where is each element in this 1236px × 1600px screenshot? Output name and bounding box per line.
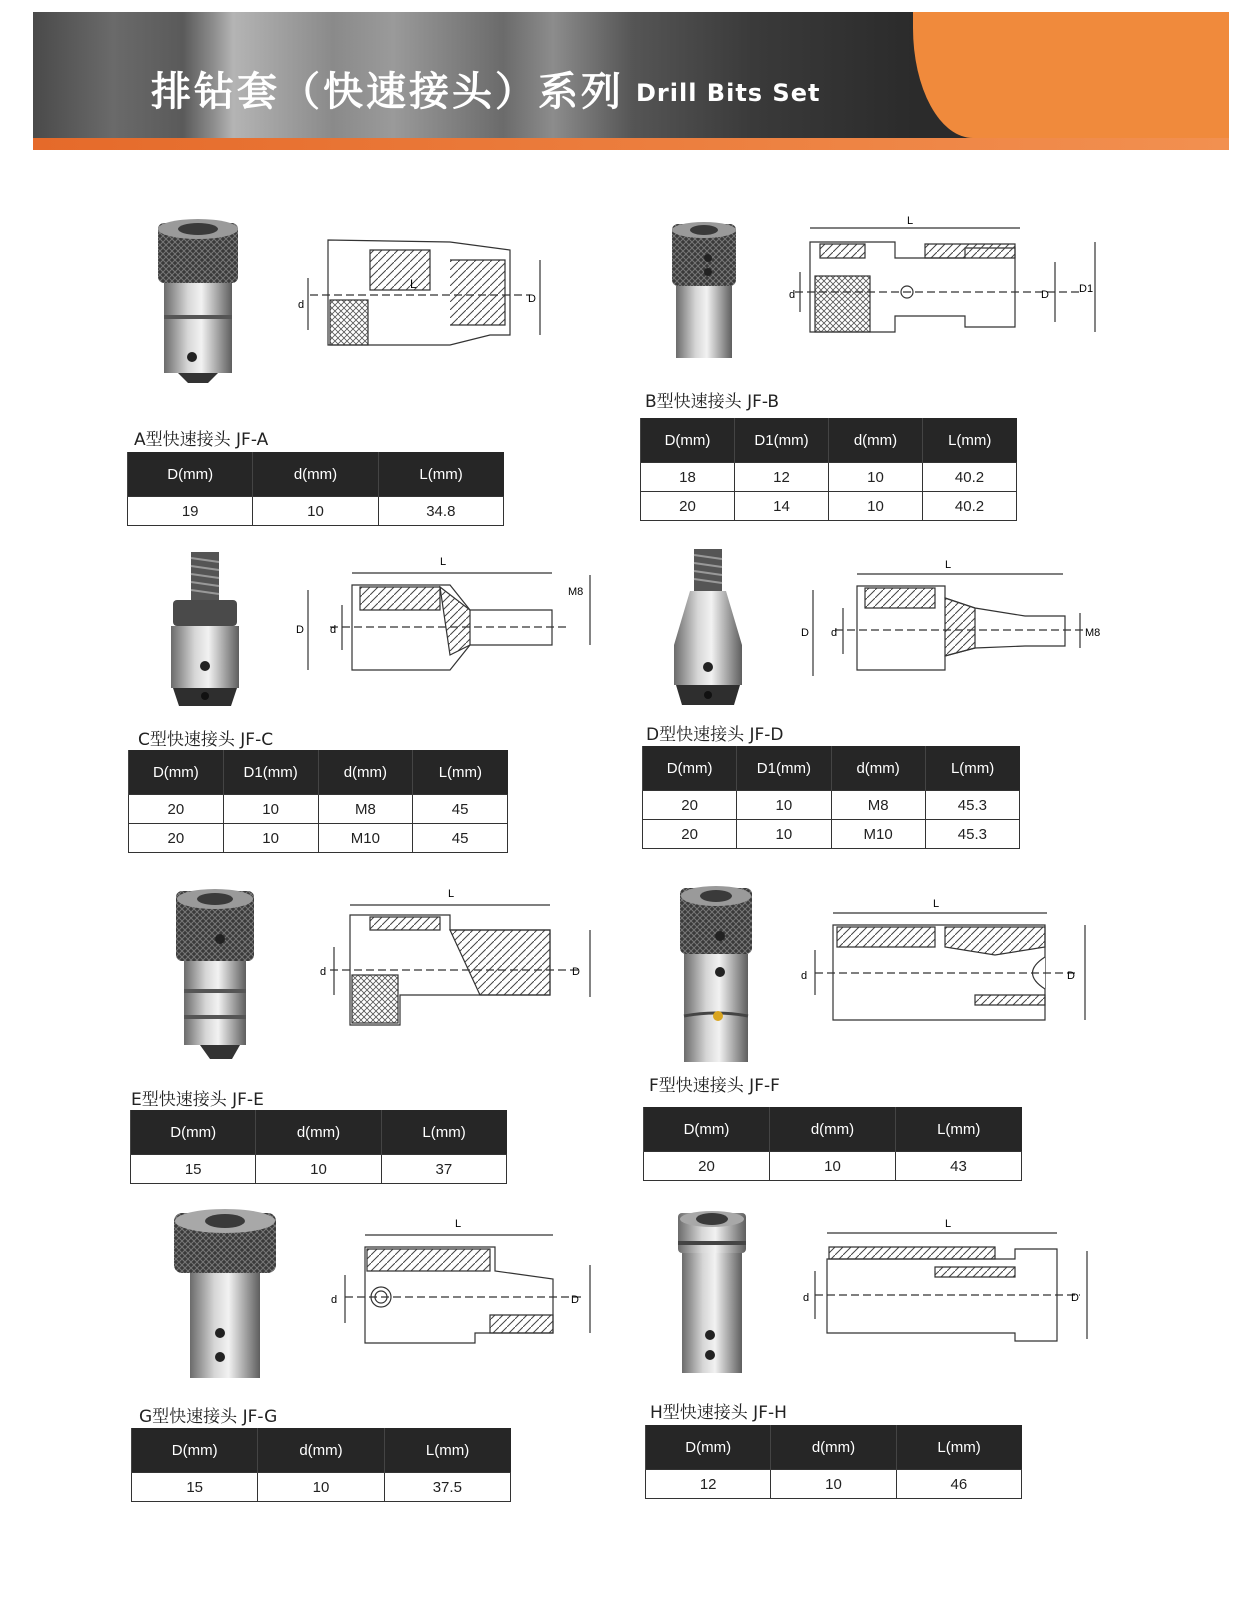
product-photo-b xyxy=(668,218,740,363)
table-cell: 45.3 xyxy=(925,820,1019,849)
table-header: L(mm) xyxy=(413,750,508,795)
dim-label-d: d xyxy=(331,1294,338,1306)
table-cell: 10 xyxy=(771,1470,896,1499)
table-header: D(mm) xyxy=(129,750,224,795)
table-header: D(mm) xyxy=(128,452,253,497)
table-cell: 10 xyxy=(737,791,831,820)
dim-label-L: L xyxy=(907,215,914,227)
table-cell: 40.2 xyxy=(923,463,1017,492)
product-photo-h xyxy=(672,1205,752,1380)
product-caption-g: G型快速接头 JF-G xyxy=(139,1407,278,1427)
product-photo-g xyxy=(170,1205,280,1385)
table-cell: 20 xyxy=(129,795,224,824)
table-header: d(mm) xyxy=(829,418,923,463)
table-cell: 10 xyxy=(737,820,831,849)
dim-label-L: L xyxy=(448,888,455,900)
table-cell: 18 xyxy=(641,463,735,492)
dim-label-L: L xyxy=(945,559,952,571)
table-cell: 12 xyxy=(735,463,829,492)
product-caption-c: C型快速接头 JF-C xyxy=(138,730,274,750)
table-cell: 19 xyxy=(128,497,253,526)
dim-label-L: L xyxy=(933,898,940,910)
table-header: d(mm) xyxy=(256,1110,381,1155)
dim-label-D: D xyxy=(1041,289,1049,301)
product-caption-a: A型快速接头 JF-A xyxy=(134,430,269,450)
table-cell: 20 xyxy=(644,1152,770,1181)
table-row xyxy=(646,1470,1022,1499)
dim-label-M8: M8 xyxy=(568,586,584,598)
tech-drawing-e xyxy=(310,885,605,1030)
page-title xyxy=(151,60,820,117)
table-cell: 34.8 xyxy=(378,497,503,526)
table-header: L(mm) xyxy=(381,1110,506,1155)
dim-label-D1: D1 xyxy=(1079,283,1094,295)
dim-label-D: D xyxy=(1071,1292,1079,1304)
table-row xyxy=(643,791,1020,820)
product-caption-b: B型快速接头 JF-B xyxy=(645,392,780,412)
table-cell: 10 xyxy=(770,1152,896,1181)
table-cell: M10 xyxy=(831,820,925,849)
dim-label-d: d xyxy=(789,289,796,301)
table-cell: 43 xyxy=(896,1152,1022,1181)
table-header: D(mm) xyxy=(131,1110,256,1155)
product-caption-e: E型快速接头 JF-E xyxy=(131,1090,264,1110)
spec-table-d xyxy=(642,746,1020,849)
table-header: L(mm) xyxy=(896,1107,1022,1152)
table-header: L(mm) xyxy=(384,1428,510,1473)
spec-table-b xyxy=(640,418,1017,521)
product-photo-c xyxy=(165,548,245,708)
table-header: d(mm) xyxy=(318,750,413,795)
table-row xyxy=(643,820,1020,849)
dim-label-L: L xyxy=(410,277,417,291)
table-header: d(mm) xyxy=(253,452,378,497)
dim-label-d: d xyxy=(831,627,838,639)
product-photo-d xyxy=(668,545,748,710)
dim-label-d: d xyxy=(320,966,327,978)
spec-table-f xyxy=(643,1107,1022,1181)
table-header: D(mm) xyxy=(132,1428,258,1473)
dim-label-d: d xyxy=(801,970,808,982)
product-caption-d: D型快速接头 JF-D xyxy=(646,725,784,745)
dim-label-d: d xyxy=(803,1292,810,1304)
table-header: D1(mm) xyxy=(223,750,318,795)
table-header: L(mm) xyxy=(378,452,503,497)
table-cell: 20 xyxy=(643,791,737,820)
table-row xyxy=(129,795,508,824)
table-cell: 37.5 xyxy=(384,1473,510,1502)
page-title-en: Drill Bits Set xyxy=(636,79,821,107)
table-cell: 20 xyxy=(641,492,735,521)
table-cell: 46 xyxy=(896,1470,1021,1499)
banner-strip xyxy=(33,138,1229,150)
table-row xyxy=(641,492,1017,521)
spec-table-e xyxy=(130,1110,507,1184)
table-header: d(mm) xyxy=(771,1425,896,1470)
table-row xyxy=(132,1473,511,1502)
dim-label-D: D xyxy=(571,1294,579,1306)
page-title-cn: 排钻套（快速接头）系列 xyxy=(151,69,624,115)
table-header: D1(mm) xyxy=(737,746,831,791)
table-cell: 10 xyxy=(223,795,318,824)
dim-label-L: L xyxy=(440,556,447,568)
tech-drawing-g xyxy=(315,1215,605,1345)
spec-table-c xyxy=(128,750,508,853)
tech-drawing-d xyxy=(795,558,1110,683)
table-cell: 45 xyxy=(413,824,508,853)
dim-label-L: L xyxy=(945,1218,952,1230)
tech-drawing-h xyxy=(795,1215,1105,1345)
header-banner xyxy=(33,12,1229,150)
table-cell: 15 xyxy=(131,1155,256,1184)
table-header: D(mm) xyxy=(643,746,737,791)
product-caption-h: H型快速接头 JF-H xyxy=(650,1403,787,1423)
dim-label-d: d xyxy=(298,299,305,311)
table-cell: 15 xyxy=(132,1473,258,1502)
dim-label-L: L xyxy=(455,1218,462,1230)
table-cell: 20 xyxy=(129,824,224,853)
table-cell: 10 xyxy=(258,1473,384,1502)
tech-drawing-f xyxy=(795,895,1105,1025)
dim-label-d: d xyxy=(330,624,337,636)
product-caption-f: F型快速接头 JF-F xyxy=(649,1076,780,1096)
table-header: L(mm) xyxy=(896,1425,1021,1470)
table-row xyxy=(128,497,504,526)
table-row xyxy=(131,1155,507,1184)
table-header: L(mm) xyxy=(923,418,1017,463)
banner-accent xyxy=(913,12,1229,138)
table-cell: 10 xyxy=(223,824,318,853)
table-header: d(mm) xyxy=(831,746,925,791)
table-header: d(mm) xyxy=(258,1428,384,1473)
table-cell: 10 xyxy=(829,492,923,521)
table-row xyxy=(129,824,508,853)
table-cell: 10 xyxy=(256,1155,381,1184)
table-cell: 37 xyxy=(381,1155,506,1184)
tech-drawing-a xyxy=(290,230,550,355)
spec-table-h xyxy=(645,1425,1022,1499)
spec-table-g xyxy=(131,1428,511,1502)
table-row xyxy=(644,1152,1022,1181)
dim-label-D: D xyxy=(572,966,580,978)
dim-label-D: D xyxy=(1067,970,1075,982)
table-header: D1(mm) xyxy=(735,418,829,463)
product-photo-a xyxy=(148,215,248,385)
table-header: D(mm) xyxy=(646,1425,771,1470)
table-cell: 45 xyxy=(413,795,508,824)
table-cell: 12 xyxy=(646,1470,771,1499)
table-cell: 45.3 xyxy=(925,791,1019,820)
table-header: d(mm) xyxy=(770,1107,896,1152)
table-header: L(mm) xyxy=(925,746,1019,791)
table-cell: 40.2 xyxy=(923,492,1017,521)
dim-label-D: D xyxy=(296,624,304,636)
tech-drawing-b xyxy=(785,212,1105,342)
table-cell: 20 xyxy=(643,820,737,849)
table-header: D(mm) xyxy=(644,1107,770,1152)
dim-label-D: D xyxy=(801,627,809,639)
dim-label-D: D xyxy=(528,293,536,305)
table-cell: M8 xyxy=(318,795,413,824)
table-cell: M8 xyxy=(831,791,925,820)
table-cell: 14 xyxy=(735,492,829,521)
table-cell: 10 xyxy=(829,463,923,492)
dim-label-M8: M8 xyxy=(1085,627,1101,639)
table-cell: M10 xyxy=(318,824,413,853)
product-photo-e xyxy=(170,885,260,1065)
table-row xyxy=(641,463,1017,492)
table-header: D(mm) xyxy=(641,418,735,463)
tech-drawing-c xyxy=(290,555,600,680)
table-cell: 10 xyxy=(253,497,378,526)
spec-table-a xyxy=(127,452,504,526)
product-photo-f xyxy=(676,882,756,1067)
